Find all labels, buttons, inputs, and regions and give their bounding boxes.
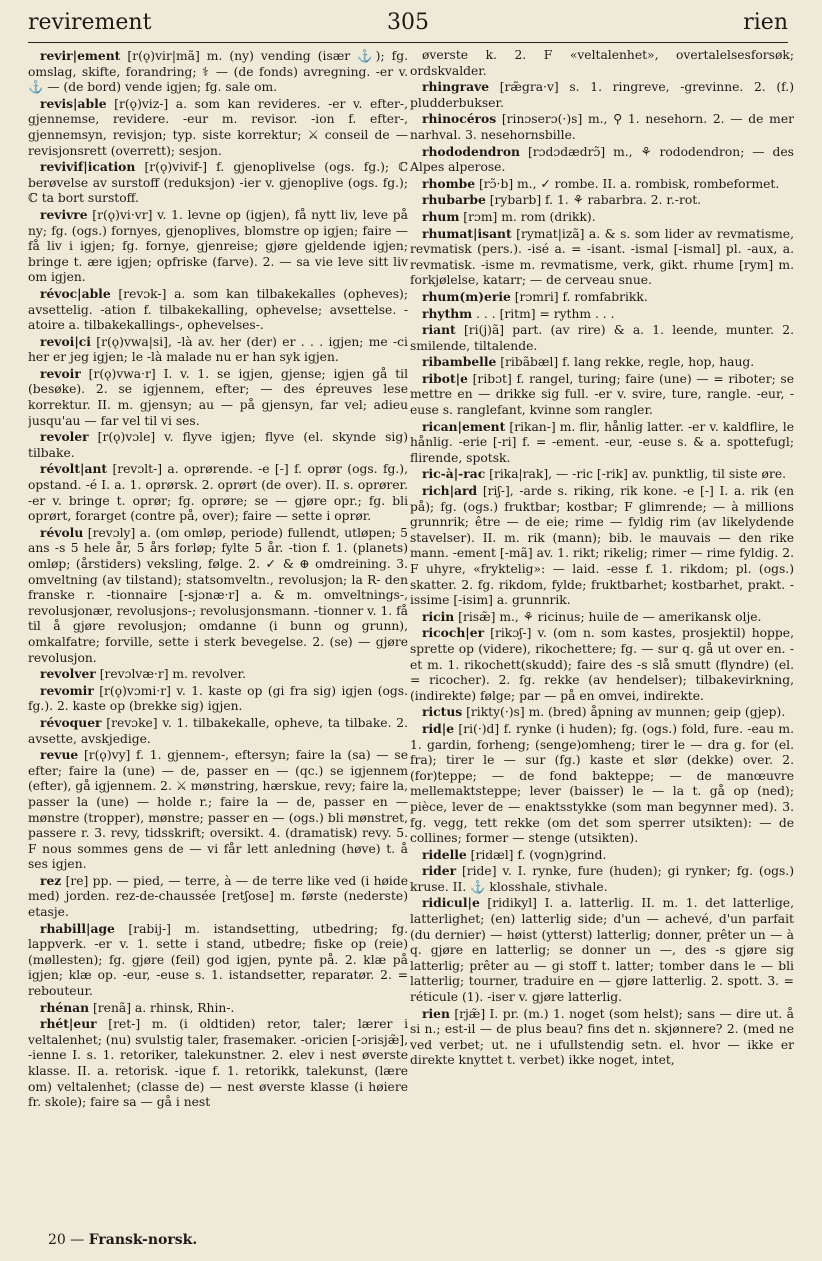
dictionary-entry	[410, 354, 794, 371]
right-column	[410, 48, 794, 1208]
dictionary-entry	[28, 525, 408, 666]
dictionary-entry	[410, 289, 794, 306]
dictionary-entry	[28, 96, 408, 159]
dictionary-entry	[410, 704, 794, 721]
dictionary-entry	[28, 334, 408, 366]
dictionary-entry	[28, 873, 408, 921]
entry-text: [revɔlt-] a. oprørende. -e [-] f. oprør (ogs. fg.), opstand. -é I. a. 1. oprørsk. 2. oprørt (de over). II. s. oprører. -er v. bringe t. oprør; fg. oprøre; se — gjøre opr.; fg. bli oprørt, forarget (contre på, over); faire — sette i oprør.	[28, 462, 408, 524]
headword: ricin	[422, 608, 455, 624]
headword: rhinocéros	[422, 111, 497, 127]
entry-text: [ret-] m. (i oldtiden) retor, taler; lærer i veltalenhet; (nu) svulstig taler, frasemaker. -oricien [-ɔrisjæ̃], -ienne I. s. 1. retoriker, talekunstner. 2. elev i nest øverste klasse. II. a. retorisk. -ique f. 1. retorikk, talekunst, (lære om) veltalenhet; (classe de) — nest øverste klasse (i høiere fr. skole); faire sa — gå i nest	[28, 1017, 408, 1110]
dictionary-entry	[410, 79, 794, 111]
dictionary-entry	[410, 176, 794, 193]
headword: rhabill|age	[40, 920, 115, 936]
headword: ridelle	[422, 846, 467, 862]
headword: rhythm	[422, 305, 473, 321]
dictionary-entry	[410, 609, 794, 626]
dictionary-entry	[410, 483, 794, 609]
dictionary-entry	[28, 286, 408, 334]
book-title: Fransk-norsk.	[88, 1232, 198, 1248]
entry-text: [rɔm] m. rom (drikk).	[459, 209, 596, 224]
headword: révolu	[40, 524, 84, 540]
header-rule	[28, 42, 788, 43]
dictionary-entry	[28, 159, 408, 207]
dictionary-entry	[28, 207, 408, 286]
dictionary-entry	[410, 847, 794, 864]
entry-text: [r(ǫ)vivif-] f. gjenoplivelse (ogs. fg.); ℂ berøvelse av surstoff (reduksjon) -ier v. gjenoplive (ogs. fg.); ℂ ta bort surstoff.	[28, 160, 408, 206]
headword: rhum	[422, 208, 460, 224]
entry-text: [rikɔʃ-] v. (om n. som kastes, prosjektil) hoppe, sprette op (videre), rikochettere; fg. — sur q. gå ut over en. -et m. 1. rikochett(skudd); faire des -s slå smutt (flyndre) (el. = ricocher). 2. fg. rekke (av hendelser); tilbakevirkning, (indirekte) følge; par — på en omvei, indirekte.	[410, 626, 794, 703]
dictionary-entry	[410, 863, 794, 895]
headword: revivre	[40, 206, 88, 222]
dictionary-entry	[28, 921, 408, 1000]
headword: rhubarbe	[422, 192, 486, 208]
entry-text: [r(ǫ)vɔle] v. flyve igjen; flyve (el. skynde sig) tilbake.	[28, 430, 408, 460]
entry-text: [revɔly] a. (om omløp, periode) fullendt, utløpen; 5 ans -s 5 hele år, 5 års forløp; fylte 5 år. -tion f. 1. (planets) omløp; (årstiders) veksling, følge. 2. ✓ & ⊕ omdreining. 3. omveltning (av tilstand); statsomveltn., revolusjon; la R- den franske r. -tionnaire [-sjɔnæ·r] a. & m. omveltnings-, revolusjonær, revolusjons-; revolusjonsmann. -tionner v. 1. få til å gjøre revolusjon; omdanne (i bunn og grunn), omkalfatre; forville, sette i sterk bevegelse. 2. (se) — gjøre revolusjon.	[28, 525, 408, 665]
dictionary-entry	[410, 895, 794, 1005]
entry-text: [rjæ̃] I. pr. (m.) 1. noget (som helst); sans — dire ut. å si n.; est-il — de plus beau? fins det n. skjønnere? 2. (med ne ved verbet; ut. ne i ufullstendig setn. el. hvor — ikke er direkte knyttet t. verbet) ikke noget, intet,	[410, 1006, 794, 1068]
dictionary-entry	[28, 366, 408, 429]
entry-text: . . . [ritm] = rythm . . .	[472, 306, 615, 321]
entry-text: [r(ǫ)vwa|si], -là av. her (der) er . . . igjen; me -ci her er jeg igjen; le -là malade nu er han syk igjen.	[28, 334, 408, 365]
headword: rhododendron	[422, 143, 521, 159]
entry-text: [ri(·)d] f. rynke (i huden); fg. (ogs.) fold, fure. -eau m. 1. gardin, forheng; (senge)omheng; tirer le — dra g. for (el. fra); tirer le — sur (fg.) kaste et slør (dekke) over. 2. (for)teppe; — de fond bakteppe; — de manœuvre mellemaktsteppe; lever (baisser) le — la t. gå op (ned); pièce, lever de — enaktsstykke (som man begynner med). 3. fg. vegg, tett rekke (om det som sperrer utsikten): — de collines; former — stenge (utsikten).	[410, 721, 794, 846]
headword: rhét|eur	[40, 1016, 97, 1032]
guide-word-left: revirement	[28, 10, 152, 35]
headword: revomir	[40, 682, 94, 698]
page-footer	[48, 1232, 197, 1248]
dictionary-entry	[410, 1006, 794, 1069]
dictionary-entry	[28, 666, 408, 683]
headword: revolver	[40, 666, 96, 682]
entry-text: øverste k. 2. F «veltalenhet», overtalelsesforsøk; ordskvalder.	[410, 48, 794, 78]
headword: rhingrave	[422, 79, 490, 95]
dictionary-entry	[28, 429, 408, 461]
headword: rhum(m)erie	[422, 288, 511, 304]
entry-text: [revɔke] v. 1. tilbakekalle, opheve, ta tilbake. 2. avsette, avskjedige.	[28, 715, 408, 746]
entry-text: [rika|rak], — -ric [-rik] av. punktlig, til siste øre.	[485, 467, 787, 482]
headword: rhumat|isant	[422, 225, 512, 241]
headword: rican|ement	[422, 418, 506, 434]
dictionary-entry	[410, 209, 794, 226]
dictionary-entry	[28, 715, 408, 747]
headword: revoi|ci	[40, 333, 91, 349]
entry-text: [ribɔt] f. rangel, turing; faire (une) — = riboter; se mettre en — drikke sig full. -er v. svire, ture, rangle. -eur, -euse s. ranglefant, kvinne som rangler.	[410, 371, 794, 418]
dictionary-entry	[410, 371, 794, 419]
dictionary-entry	[410, 625, 794, 704]
entry-text: [ri(j)ã] part. (av rire) & a. 1. leende, munter. 2. smilende, tiltalende.	[410, 323, 794, 353]
headword: rhénan	[40, 999, 90, 1015]
dictionary-entry	[28, 461, 408, 524]
dictionary-entry	[28, 747, 408, 873]
guide-word-right: rien	[743, 10, 788, 35]
headword: rez	[40, 872, 62, 888]
headword: revis|able	[40, 95, 107, 111]
headword: révoquer	[40, 714, 102, 730]
entry-text: [rɔdɔdædrɔ̃] m., ⚘ rododendron; — des Alpes alperose.	[410, 144, 794, 175]
entry-text: [re] pp. — pied, — terre, à — de terre like ved (i høide med) jorden. rez-de-chaussée [retʃose] m. første (nederste) etasje.	[28, 873, 408, 920]
headword: revir|ement	[40, 48, 121, 63]
entry-text: [ride] v. I. rynke, fure (huden); gi rynker; fg. (ogs.) kruse. II. ⚓ klosshale, stivhale.	[410, 864, 794, 894]
headword: rid|e	[422, 720, 455, 736]
headword: rien	[422, 1005, 450, 1021]
headword: ribot|e	[422, 370, 468, 386]
entry-text: [rybarb] f. 1. ⚘ rabarbra. 2. r.-rot.	[485, 193, 702, 208]
entry-text: [riʃ-], -arde s. riking, rik kone. -e [-] I. a. rik (en på); fg. (ogs.) fruktbar; kostbar; F glimrende; — à millions grunnrik; être — de eie; rime — fyldig rim (av likelydende stavelser). II. m. rik (mann); bib. le mauvais — den rike mann. -ement [-mã] av. 1. rikt; rikelig; rimer — rime fyldig. 2. F uhyre, «fryktelig»: — laid. -esse f. 1. rikdom; pl. (ogs.) skatter. 2. fg. rikdom, fylde; fruktbarhet; kostbarhet, prakt. -issime [-isim] a. grunnrik.	[410, 484, 794, 608]
headword: ric-à|-rac	[422, 466, 486, 482]
dictionary-entry	[28, 1016, 408, 1111]
dictionary-entry	[410, 306, 794, 323]
entry-text: [rɔmri] f. romfabrikk.	[510, 289, 648, 304]
headword: revoler	[40, 429, 89, 445]
entry-text: [r(ǫ)viz-] a. som kan revideres. -er v. efter-, gjennemse, revidere. -eur m. revisor. -ion f. efter-, gjennemsyn, revisjon; typ. siste korrektur; ⚔ conseil de — revisjonsrett (overrett); sesjon.	[28, 96, 408, 158]
entry-text: [r(ǫ)vɔmi·r] v. 1. kaste op (gi fra sig) igjen (ogs. fg.). 2. kaste op (brekke sig) igjen.	[28, 683, 408, 714]
entry-text: [r(ǫ)vwa·r] I. v. 1. se igjen, gjense; igjen gå til (besøke). 2. se igjennem, efter; — des épreuves lese korrektur. II. m. gjensyn; au — på gjensyn, far vel; adieu jusqu'au — far vel til vi ses.	[28, 366, 408, 428]
headword: revoir	[40, 365, 81, 381]
headword: rictus	[422, 704, 463, 720]
dictionary-entry	[28, 48, 408, 96]
sheet-number: 20 —	[48, 1232, 85, 1248]
entry-text: [rinɔserɔ(·)s] m., ⚲ 1. nesehorn. 2. — de mer narhval. 3. nesehornsbille.	[410, 112, 794, 142]
dictionary-entry	[410, 226, 794, 289]
entry-text: [ridikyl] I. a. latterlig. II. m. 1. det latterlige, latterlighet; (en) latterlig side; d'un — achevé, d'un parfait (du dernier) — høist (ytterst) latterlig; donner, prêter un — à q. gjøre en latterlig; se donner un —, des -s gjøre sig latterlig; prêter au — gi stoff t. latter; tomber dans le — bli latterlig; tourner, traduire en — gjøre latterlig. 2. spott. 3. = réticule (1). -iser v. gjøre latterlig.	[410, 896, 794, 1005]
page-number: 305	[387, 10, 429, 35]
headword: ribambelle	[422, 354, 497, 370]
dictionary-entry	[410, 144, 794, 176]
headword: révolt|ant	[40, 461, 108, 477]
entry-text: [r(ǫ)vi·vr] v. 1. levne op (igjen), få nytt liv, leve på ny; fg. (ogs.) fornyes, gjenoplives, blomstre op igjen; faire — få liv i igjen; fg. fornye, gjenreise; gjøre gjeldende igjen; bringe t. ære igjen; opfriske (farve). 2. — sa vie leve sitt liv om igjen.	[28, 207, 408, 285]
entry-text: [renã] a. rhinsk, Rhin-.	[89, 1000, 235, 1015]
headword: revivif|ication	[40, 159, 136, 175]
left-column	[28, 48, 408, 1208]
dictionary-entry	[410, 48, 794, 79]
dictionary-entry	[28, 683, 408, 715]
headword: revue	[40, 747, 79, 763]
entry-text: [rɔ̃·b] m., ✓ rombe. II. a. rombisk, rombeformet.	[475, 176, 780, 191]
dictionary-entry	[410, 419, 794, 467]
headword: révoc|able	[40, 285, 111, 301]
entry-text: [revɔlvæ·r] m. revolver.	[95, 667, 246, 682]
entry-text: [ribãbæl] f. lang rekke, regle, hop, haug.	[496, 355, 755, 370]
entry-text: [risæ̃] m., ⚘ ricinus; huile de — amerikansk olje.	[454, 609, 762, 624]
headword: ricoch|er	[422, 625, 485, 641]
entry-text: [revɔk-] a. som kan tilbakekalles (opheves); avsettelig. -ation f. tilbakekalling, ophevelse; avsettelse. -atoire a. tilbakekallings-, ophevelses-.	[28, 286, 408, 333]
entry-text: [ridæl] f. (vogn)grind.	[466, 847, 607, 862]
entry-text: [rikan-] m. flir, hånlig latter. -er v. kaldflire, le hånlig. -erie [-ri] f. = -ement. -eur, -euse s. & a. spottefugl; flirende, spotsk.	[410, 419, 794, 465]
dictionary-entry	[410, 322, 794, 354]
entry-text: [rikty(·)s] m. (bred) åpning av munnen; geip (gjep).	[462, 705, 786, 720]
entry-text: [rymat|izã] a. & s. som lider av revmatisme, revmatisk (pers.). -isé a. = -isant. -ismal [-ismal] pl. -aux, a. revmatisk. -isme m. revmatisme, verk, gikt. rhume [rym] m. forkjølelse, katarr; — de cerveau snue.	[410, 226, 794, 288]
dictionary-entry	[410, 466, 794, 483]
dictionary-entry	[410, 192, 794, 209]
headword: rich|ard	[422, 483, 478, 499]
headword: rhombe	[422, 175, 476, 191]
entry-text: [rabij-] m. istandsetting, utbedring; fg. lappverk. -er v. 1. sette i stand, utbedre; fiske op (reie) (møllesten); fg. gjøre (feil) god igjen, pynte på. 2. klæ på igjen; klæ op. -eur, -euse s. 1. istandsetter, reparatør. 2. = rebouteur.	[28, 921, 408, 999]
entry-text: [r(ǫ)vy] f. 1. gjennem-, eftersyn; faire la (sa) — se efter; faire la (une) — de, passer en — (qc.) se igjennem (efter), gå igjennem. 2. ⚔ mønstring, hærskue, revy; faire la, passer la (une) — holde r.; faire la — de, passer en — mønstre (tropper), mønstre; passer en — (ogs.) bli mønstret, passere r. 3. revy, tidsskrift; oversikt. 4. (dramatisk) revy. 5. F nous sommes gens de — vi får lett anledning (høve) t. å ses igjen.	[28, 748, 408, 872]
entry-text: [ræ̃gra·v] s. 1. ringreve, -grevinne. 2. (f.) pludderbukser.	[410, 80, 794, 110]
entry-text: [r(ǫ)vir|mã] m. (ny) vending (især ⚓); fg. omslag, skifte, forandring; ⚕ — (de fonds) avregning. -er v. ⚓ — (de bord) vende igjen; fg. sale om.	[28, 49, 408, 95]
dictionary-entry	[28, 1000, 408, 1017]
dictionary-entry	[410, 721, 794, 847]
dictionary-entry	[410, 111, 794, 143]
headword: rider	[422, 863, 457, 879]
headword: riant	[422, 322, 456, 338]
headword: ridicul|e	[422, 895, 480, 911]
page-header	[28, 10, 788, 44]
